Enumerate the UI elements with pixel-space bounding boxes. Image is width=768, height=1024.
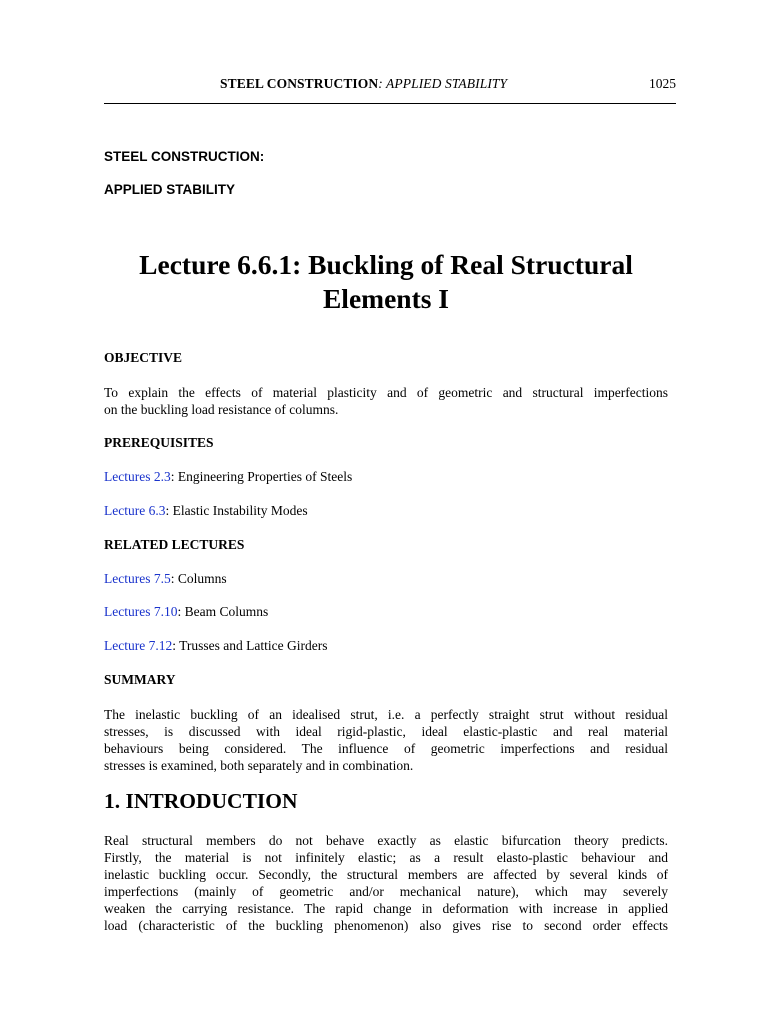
lecture-title-line-2: Elements I bbox=[322, 283, 450, 314]
lecture-title bbox=[104, 248, 668, 316]
introduction-line: weaken the carrying resistance. The rapid change in deformation with increase in applied bbox=[104, 901, 668, 916]
related-lecture-item bbox=[104, 638, 327, 654]
lecture-link[interactable]: Lectures 7.10 bbox=[104, 604, 178, 619]
introduction-line: Real structural members do not behave exactly as elastic bifurcation theory predicts. bbox=[104, 833, 668, 848]
running-header bbox=[104, 76, 676, 96]
summary-line: behaviours being considered. The influence of geometric imperfections and residual bbox=[104, 741, 668, 756]
running-header-series: STEEL CONSTRUCTION bbox=[220, 76, 379, 91]
introduction-line: imperfections (mainly of geometric and/or mechanical nature), which may severely bbox=[104, 884, 668, 899]
introduction-text bbox=[104, 832, 668, 934]
summary-line: stresses is examined, both separately and in combination. bbox=[104, 758, 414, 773]
summary-text bbox=[104, 706, 668, 774]
series-line-2: APPLIED STABILITY bbox=[104, 182, 236, 197]
page-number: 1025 bbox=[649, 76, 676, 91]
related-lecture-title: : Trusses and Lattice Girders bbox=[172, 638, 328, 653]
related-lecture-item bbox=[104, 604, 268, 620]
prerequisite-item bbox=[104, 469, 352, 485]
related-lecture-item bbox=[104, 571, 227, 587]
lecture-link[interactable]: Lectures 2.3 bbox=[104, 469, 171, 484]
running-header-subtitle: : APPLIED STABILITY bbox=[378, 76, 508, 91]
related-lecture-title: : Beam Columns bbox=[177, 604, 269, 619]
summary-heading: SUMMARY bbox=[104, 672, 176, 687]
prerequisites-heading: PREREQUISITES bbox=[104, 435, 214, 450]
introduction-line: inelastic buckling occur. Secondly, the structural members are affected by several kinds of bbox=[104, 867, 668, 882]
summary-line: The inelastic buckling of an idealised strut, i.e. a perfectly straight strut without residual bbox=[104, 707, 668, 722]
lecture-title-line-1: Lecture 6.6.1: Buckling of Real Structural bbox=[139, 249, 633, 280]
introduction-line: Firstly, the material is not infinitely elastic; as a result elasto-plastic behaviour and bbox=[104, 850, 668, 865]
lecture-link[interactable]: Lecture 6.3 bbox=[104, 503, 166, 518]
objective-heading: OBJECTIVE bbox=[104, 350, 183, 365]
running-header-title bbox=[220, 76, 507, 92]
lecture-link[interactable]: Lecture 7.12 bbox=[104, 638, 173, 653]
header-rule bbox=[104, 103, 676, 104]
introduction-line: load (characteristic of the buckling phenomenon) also gives rise to second order effects bbox=[104, 918, 668, 933]
related-lectures-heading: RELATED LECTURES bbox=[104, 537, 245, 552]
objective-line: To explain the effects of material plasticity and of geometric and structural imperfections bbox=[104, 385, 668, 400]
series-line-1: STEEL CONSTRUCTION: bbox=[104, 149, 265, 164]
section-heading-introduction: 1. INTRODUCTION bbox=[104, 789, 298, 813]
prerequisite-title: : Elastic Instability Modes bbox=[165, 503, 308, 518]
related-lecture-title: : Columns bbox=[170, 571, 227, 586]
lecture-link[interactable]: Lectures 7.5 bbox=[104, 571, 171, 586]
prerequisite-title: : Engineering Properties of Steels bbox=[170, 469, 353, 484]
objective-line: on the buckling load resistance of columns. bbox=[104, 402, 339, 417]
objective-text bbox=[104, 384, 668, 418]
prerequisite-item bbox=[104, 503, 308, 519]
summary-line: stresses, is discussed with ideal rigid-plastic, ideal elastic-plastic and real material bbox=[104, 724, 668, 739]
